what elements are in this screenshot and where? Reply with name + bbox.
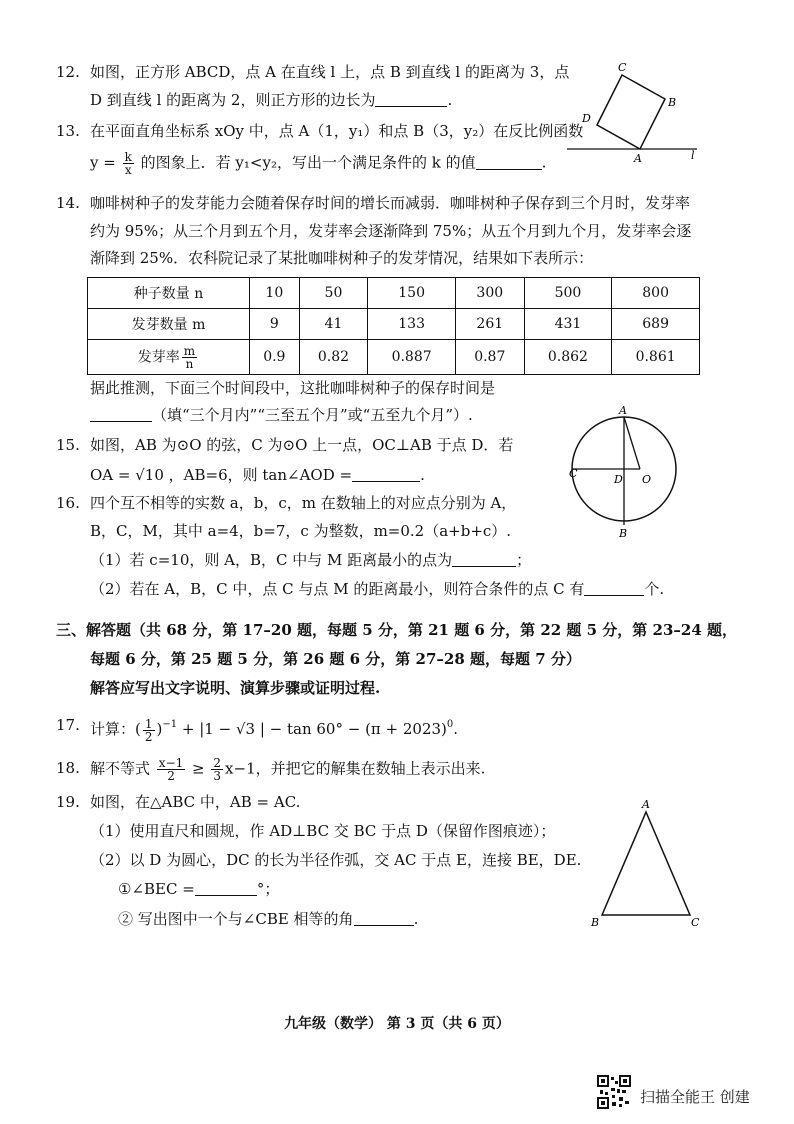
label-a: A [619,404,627,417]
q19-number: 19. [56,793,80,811]
q15-line2: OA = √10 ，AB=6，则 tan∠AOD = . [90,466,425,484]
q16-line2: B，C，M，其中 a=4，b=7，c 为整数，m=0.2（a+b+c）. [90,522,512,540]
q14-line3: 渐降到 25%．农科院记录了某批咖啡树种子的发芽情况，结果如下表所示： [90,249,594,267]
table-cell: 689 [612,309,700,340]
q19-line1: 如图，在△ABC 中，AB = AC. [90,793,301,811]
table-cell: 0.887 [368,340,456,375]
q17-number: 17. [56,716,80,734]
q14-line1: 咖啡树种子的发芽能力会随着保存时间的增长而减弱．咖啡树种子保存到三个月时，发芽率 [90,194,691,212]
square-figure [565,60,705,165]
q16-part2-blank[interactable] [584,579,644,596]
table-row-label: 发芽率 $\frac{m}{n}$ [88,340,250,375]
table-cell: 0.862 [524,340,612,375]
q17-expression: 计算：( $\frac{1}{2}$ )$^{-1}$ + |1 − √3 | − $\tan 60^\circ - (\pi + 2023)^0$. [90,716,459,744]
table-row-label: 发芽数量 m [88,309,250,340]
q12-line2: D 到直线 l 的距离为 2，则正方形的边长为 . [90,91,453,109]
label-b: B [619,527,628,540]
table-row-label: 种子数量 n [88,278,250,309]
q14-answer-blank[interactable] [90,405,152,422]
q14-after1: 据此推测，下面三个时间段中，这批咖啡树种子的保存时间是 [90,379,496,397]
table-cell: 500 [524,278,612,309]
label-d: D [582,112,591,125]
label-c: C [691,916,700,929]
label-c: C [618,61,627,74]
q16-line1: 四个互不相等的实数 a，b，c，m 在数轴上的对应点分别为 A， [90,494,517,512]
table-cell: 300 [455,278,524,309]
circle-figure [570,402,690,542]
table-row [88,340,700,375]
label-c: C [569,467,578,480]
q16-number: 16. [56,494,80,512]
q12-answer-blank[interactable] [375,90,447,107]
q14-number: 14. [56,194,80,212]
q13-fraction: $\frac{k}{x}$ [124,150,132,177]
q19-sub2-blank[interactable] [354,909,414,926]
label-b: B [591,916,600,929]
q16-part1: （1）若 c=10，则 A，B，C 中与 M 距离最小的点为 ； [90,551,532,569]
q19-part2: （2）以 D 为圆心，DC 的长为半径作弧，交 AC 于点 E，连接 BE，DE. [90,851,582,869]
square-abcd [597,75,665,149]
table-cell: 9 [250,309,300,340]
table-cell: 50 [299,278,368,309]
q13-line2: y = $\frac{k}{x}$ 的图象上．若 y₁<y₂，写出一个满足条件的 k 的值 . [90,150,547,177]
triangle-abc [602,812,690,915]
q12-line1: 如图，正方形 ABCD，点 A 在直线 l 上，点 B 到直线 l 的距离为 3，点 [90,63,570,81]
table-row [88,278,700,309]
q16-part2: （2）若在 A，B，C 中，点 C 与点 M 的距离最小，则符合条件的点 C 有 个. [90,580,665,598]
table-cell: 150 [368,278,456,309]
label-d: D [614,473,623,486]
label-a: A [634,152,642,165]
triangle-figure [588,795,708,935]
label-b: B [668,96,677,109]
q18-number: 18. [56,759,80,777]
section3-instruction: 解答应写出文字说明、演算步骤或证明过程. [90,679,381,697]
q12-number: 12. [56,63,80,81]
q19-part1: （1）使用直尺和圆规，作 AD⊥BC 交 BC 于点 D（保留作图痕迹）； [90,822,556,840]
q15-number: 15. [56,436,80,454]
table-cell: 0.9 [250,340,300,375]
q16-part1-blank[interactable] [452,550,516,567]
table-row [88,309,700,340]
table-cell: 431 [524,309,612,340]
label-l: l [691,149,695,162]
q14-line2: 约为 95%；从三个月到五个月，发芽率会逐渐降到 75%；从五个月到九个月，发芽率会逐 [90,222,692,240]
q13-answer-blank[interactable] [476,153,542,170]
q13-line1: 在平面直角坐标系 xOy 中，点 A（1，y₁）和点 B（3，y₂）在反比例函数 [90,122,584,140]
qr-code-icon [597,1075,631,1109]
q19-sub1-blank[interactable] [195,879,257,896]
table-cell: 800 [612,278,700,309]
q13-number: 13. [56,122,80,140]
q18-expression: 解不等式 $\frac{x-1}{2}$ ≥ $\frac{2}{3}$ x−1，并把它的解集在数轴上表示出来. [90,756,486,783]
section3-title: 三、解答题（共 68 分，第 17–20 题，每题 5 分，第 21 题 6 分，第 22 题 5 分，第 23–24 题， [56,621,737,639]
q19-sub1: ①∠BEC = °； [118,880,280,898]
table-cell: 261 [455,309,524,340]
label-a: A [642,798,650,811]
table-cell: 0.82 [299,340,368,375]
table-cell: 0.87 [455,340,524,375]
q15-answer-blank[interactable] [352,465,420,482]
page-footer: 九年级（数学） 第 3 页（共 6 页） [284,1016,510,1032]
germination-table [87,277,700,375]
q19-sub2: ② 写出图中一个与∠CBE 相等的角 . [118,910,419,928]
table-cell: 133 [368,309,456,340]
label-o: O [642,473,652,486]
q14-after2: （填“三个月内”“三至五个月”或“五至九个月”）. [90,404,473,426]
segment-oa [624,417,640,469]
section3-line2: 每题 6 分，第 25 题 5 分，第 26 题 6 分，第 27–28 题，每题 7 分） [90,650,581,668]
table-cell: 41 [299,309,368,340]
watermark-text: 扫描全能王 创建 [640,1088,750,1106]
table-cell: 0.861 [612,340,700,375]
q15-line1: 如图，AB 为⊙O 的弦，C 为⊙O 上一点，OC⊥AB 于点 D．若 [90,436,514,454]
table-cell: 10 [250,278,300,309]
